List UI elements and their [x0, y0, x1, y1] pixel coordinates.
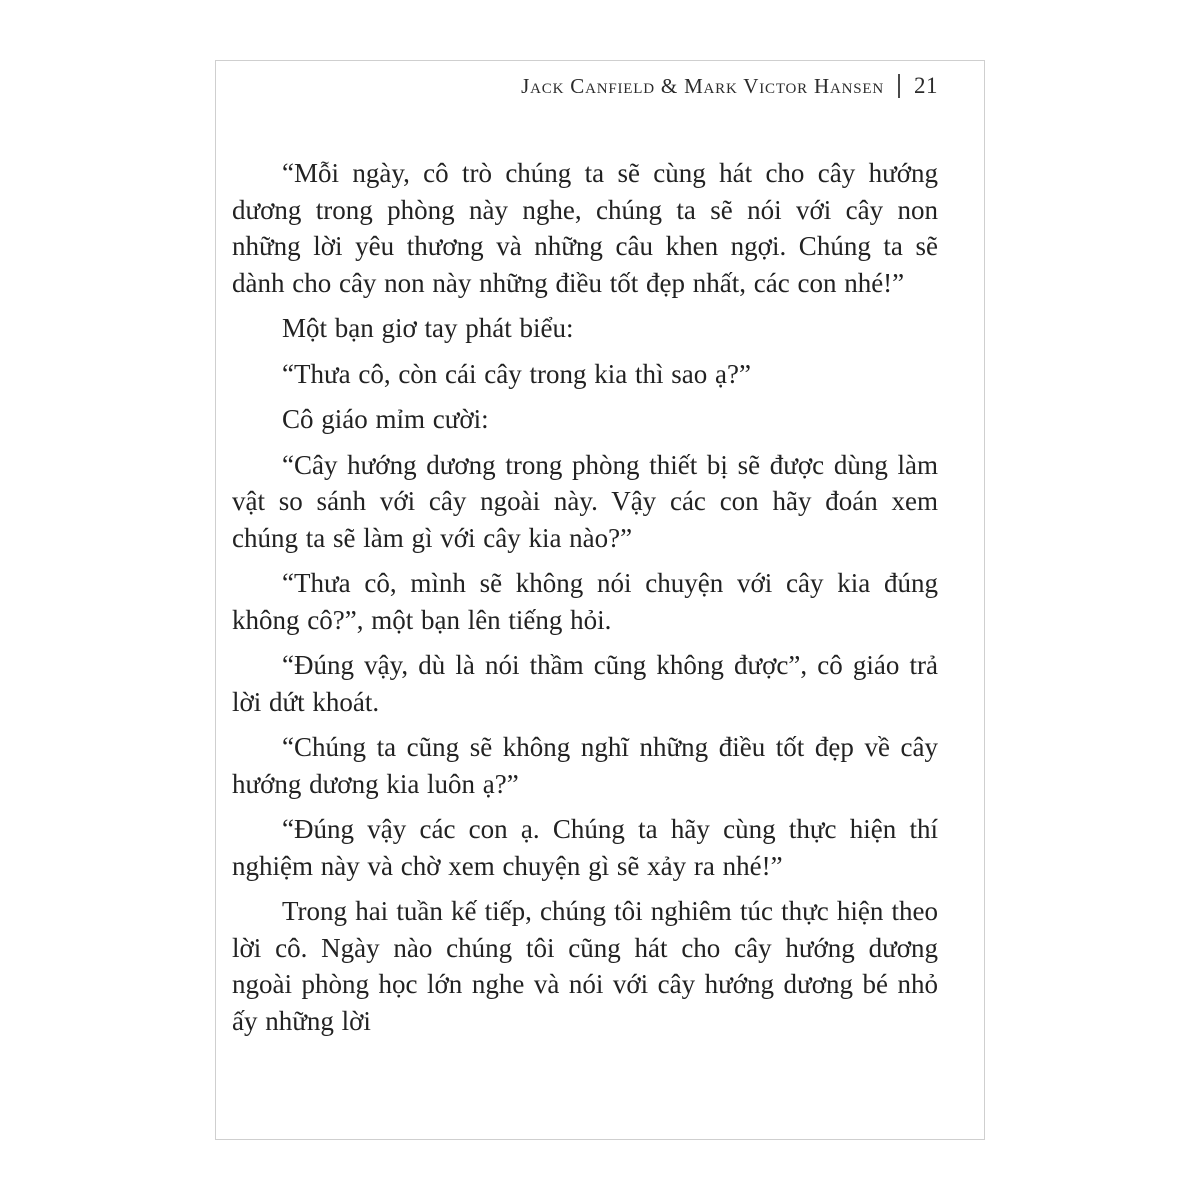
book-page	[215, 60, 985, 1140]
paragraph-4: Cô giáo mỉm cười:	[282, 404, 489, 434]
paragraph-8: “Chúng ta cũng sẽ không nghĩ những điều tốt đẹp về cây hướng dương kia luôn ạ?”	[232, 732, 938, 799]
paragraph-1: “Mỗi ngày, cô trò chúng ta sẽ cùng hát cho cây hướng dương trong phòng này nghe, chúng ta sẽ nói với cây non những lời yêu thương và những câu khen ngợi. Chúng ta sẽ dành cho cây non này những điều tốt đẹp nhất, các con nhé!”	[232, 158, 938, 298]
paragraph-3: “Thưa cô, còn cái cây trong kia thì sao ạ?”	[282, 358, 751, 389]
paragraph-9: “Đúng vậy các con ạ. Chúng ta hãy cùng thực hiện thí nghiệm này và chờ xem chuyện gì sẽ xảy ra nhé!”	[232, 814, 938, 881]
paragraph-2: Một bạn giơ tay phát biểu:	[282, 313, 574, 343]
page-number: 21	[914, 73, 938, 98]
header-authors: Jack Canfield & Mark Victor Hansen	[521, 73, 884, 98]
header-separator-line	[898, 74, 900, 98]
page-header	[232, 73, 938, 99]
paragraph-10: Trong hai tuần kế tiếp, chúng tôi nghiêm túc thực hiện theo lời cô. Ngày nào chúng tôi cũng hát cho cây hướng dương ngoài phòng học lớn nghe và nói với cây hướng dương bé nhỏ ấy những lời	[232, 896, 938, 1036]
page-body	[232, 155, 938, 1039]
paragraph-5: “Cây hướng dương trong phòng thiết bị sẽ được dùng làm vật so sánh với cây ngoài này. Vậy các con hãy đoán xem chúng ta sẽ làm gì với cây kia nào?”	[232, 449, 938, 553]
paragraph-6: “Thưa cô, mình sẽ không nói chuyện với cây kia đúng không cô?”, một bạn lên tiếng hỏi.	[232, 568, 938, 635]
paragraph-7: “Đúng vậy, dù là nói thầm cũng không được”, cô giáo trả lời dứt khoát.	[232, 650, 938, 717]
